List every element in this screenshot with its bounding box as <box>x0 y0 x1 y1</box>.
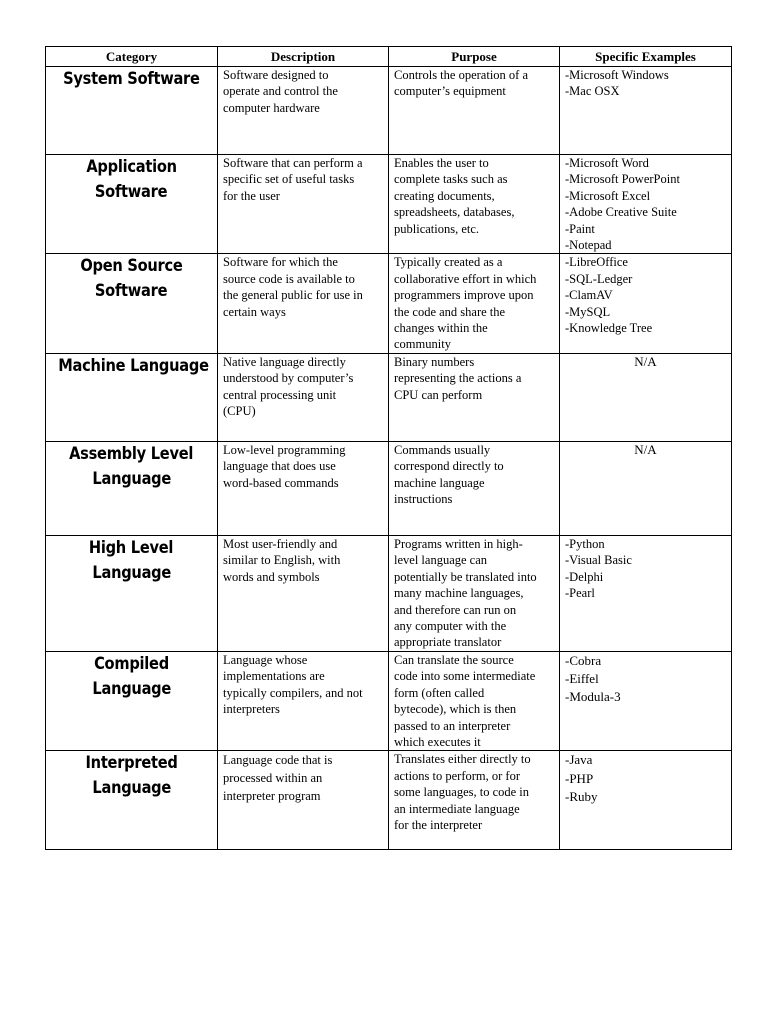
category-label-line2: Software <box>95 281 168 302</box>
examples-cell <box>560 155 732 254</box>
examples-list <box>560 652 731 707</box>
example-item: -Microsoft PowerPoint <box>565 172 680 187</box>
category-cell <box>46 353 218 441</box>
category-label: Assembly Level <box>69 443 194 464</box>
category-label: System Software <box>63 69 200 89</box>
category-label-line2: Language <box>92 468 171 489</box>
examples-cell <box>560 254 732 353</box>
purpose-text: Binary numbers representing the actions a CPU can perform <box>394 354 522 402</box>
example-item: -Microsoft Windows <box>565 68 669 82</box>
table-row <box>46 651 732 750</box>
category-label: Application <box>86 157 177 177</box>
category-label-line2: Language <box>92 778 171 799</box>
purpose-text: Programs written in high- level language can potentially be translated into many machine languages, and therefore can run on any computer with the appropriate translator <box>394 536 537 650</box>
header-description: Description <box>218 47 389 67</box>
description-text: Native language directly understood by computer’s central processing unit (CPU) <box>223 354 354 419</box>
description-cell <box>218 67 389 155</box>
table-row <box>46 67 732 155</box>
example-item: -Ruby <box>565 788 598 804</box>
category-label-line2: Language <box>92 678 171 699</box>
header-category: Category <box>46 47 218 67</box>
purpose-text: Typically created as a collaborative effort in which programmers improve upon the code and share the changes within the community <box>394 255 537 352</box>
example-item: -Visual Basic <box>565 553 632 568</box>
purpose-cell <box>389 751 560 850</box>
category-cell <box>46 751 218 850</box>
software-categories-table <box>45 46 732 850</box>
purpose-text: Controls the operation of a computer’s equipment <box>394 68 528 99</box>
example-item: -Mac OSX <box>565 84 620 99</box>
example-item: -SQL-Ledger <box>565 271 633 286</box>
example-item: -Knowledge Tree <box>565 321 653 336</box>
description-text: Low-level programming language that does use word-based commands <box>223 442 346 490</box>
examples-list <box>560 254 731 336</box>
purpose-cell <box>389 535 560 651</box>
example-item: -Modula-3 <box>565 689 621 705</box>
examples-list <box>560 751 731 806</box>
purpose-cell <box>389 155 560 254</box>
example-item: -Notepad <box>565 238 612 253</box>
table-row <box>46 751 732 850</box>
table-row <box>46 353 732 441</box>
category-label-line2: Language <box>92 562 171 583</box>
example-item: -Microsoft Word <box>565 156 649 170</box>
description-cell <box>218 651 389 750</box>
category-label: High Level <box>89 537 174 558</box>
example-item: -Adobe Creative Suite <box>565 205 677 220</box>
example-item: -Microsoft Excel <box>565 188 651 203</box>
table-row <box>46 535 732 651</box>
category-label: Machine Language <box>58 355 209 376</box>
description-text: Language code that is processed within an interpreter program <box>223 753 333 804</box>
category-label: Open Source <box>80 256 183 277</box>
category-label: Interpreted <box>85 753 178 774</box>
purpose-cell <box>389 441 560 535</box>
description-text: Software designed to operate and control the computer hardware <box>223 68 338 115</box>
description-cell <box>218 353 389 441</box>
category-cell <box>46 535 218 651</box>
description-text: Software for which the source code is available to the general public for use in certain ways <box>223 255 363 319</box>
table-row <box>46 441 732 535</box>
example-item: -Python <box>565 536 605 551</box>
header-purpose: Purpose <box>389 47 560 67</box>
example-item: -LibreOffice <box>565 255 628 270</box>
category-cell <box>46 155 218 254</box>
category-label-line2: Software <box>95 182 168 202</box>
examples-cell <box>560 751 732 850</box>
examples-cell-na: N/A <box>560 353 732 441</box>
examples-list <box>560 67 731 100</box>
example-item: -PHP <box>565 770 594 786</box>
category-cell <box>46 254 218 353</box>
examples-cell <box>560 651 732 750</box>
purpose-cell <box>389 651 560 750</box>
category-cell <box>46 67 218 155</box>
purpose-cell <box>389 254 560 353</box>
example-item: -Delphi <box>565 569 604 584</box>
purpose-text: Commands usually correspond directly to machine language instructions <box>394 442 504 507</box>
category-label: Compiled <box>94 653 169 674</box>
category-cell <box>46 651 218 750</box>
example-item: -Pearl <box>565 586 595 601</box>
example-item: -Java <box>565 752 593 768</box>
description-text: Language whose implementations are typically compilers, and not interpreters <box>223 652 363 717</box>
examples-cell <box>560 67 732 155</box>
description-cell <box>218 155 389 254</box>
examples-cell <box>560 535 732 651</box>
example-item: -Paint <box>565 221 595 236</box>
purpose-text: Enables the user to complete tasks such as creating documents, spreadsheets, databases, publications, etc. <box>394 156 515 236</box>
example-item: -Cobra <box>565 652 602 668</box>
examples-cell-na: N/A <box>560 441 732 535</box>
description-cell <box>218 441 389 535</box>
description-cell <box>218 535 389 651</box>
example-item: -MySQL <box>565 304 611 319</box>
description-text: Software that can perform a specific set of useful tasks for the user <box>223 156 363 203</box>
purpose-cell <box>389 67 560 155</box>
header-examples: Specific Examples <box>560 47 732 67</box>
table-row <box>46 254 732 353</box>
example-item: -ClamAV <box>565 288 613 303</box>
description-text: Most user-friendly and similar to English, with words and symbols <box>223 536 341 584</box>
examples-list <box>560 536 731 602</box>
examples-list <box>560 155 731 253</box>
purpose-cell <box>389 353 560 441</box>
table-header-row <box>46 47 732 67</box>
description-cell <box>218 254 389 353</box>
description-cell <box>218 751 389 850</box>
table-row <box>46 155 732 254</box>
category-cell <box>46 441 218 535</box>
purpose-text: Can translate the source code into some intermediate form (often called bytecode), which is then passed to an interpreter which executes it <box>394 652 536 749</box>
example-item: -Eiffel <box>565 671 599 687</box>
purpose-text: Translates either directly to actions to perform, or for some languages, to code in an intermediate language for the interpreter <box>394 752 531 832</box>
